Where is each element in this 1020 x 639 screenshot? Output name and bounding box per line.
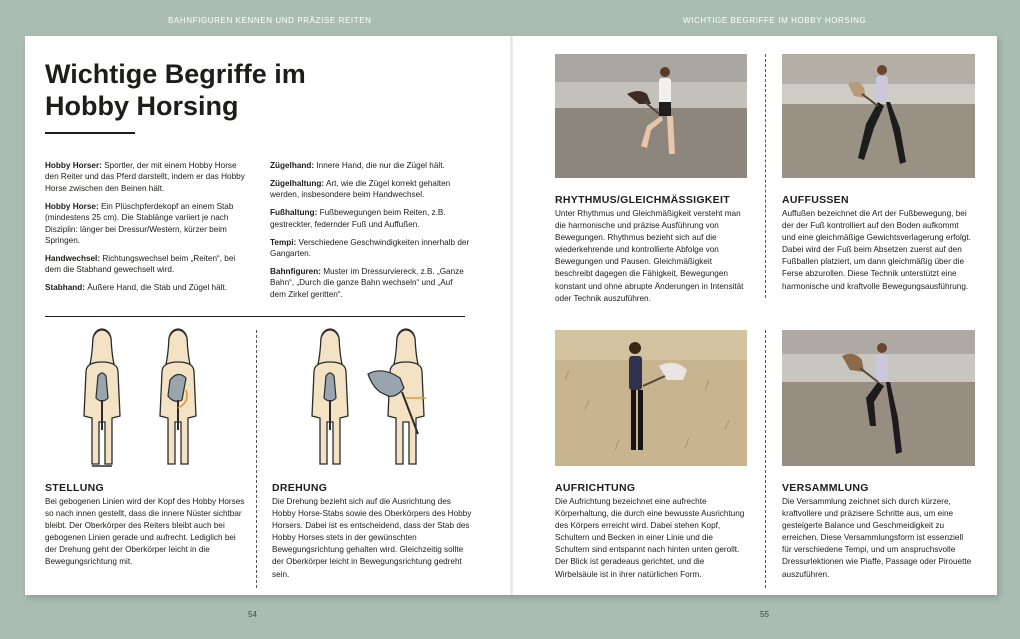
running-head-right: WICHTIGE BEGRIFFE IM HOBBY HORSING: [683, 16, 867, 25]
glossary-term: Fußhaltung:: [270, 208, 318, 218]
glossary-column-2: [270, 160, 470, 307]
glossary-entry: [270, 207, 470, 230]
title-line-1: Wichtige Begriffe im: [45, 59, 306, 89]
glossary-definition: Muster im Dressurviereck, z.B. „Ganze Bahn“, „Durch die ganze Bahn wechseln“ und „Auf dem Zirkel geritten“.: [270, 266, 464, 299]
aufrichtung-body: Die Aufrichtung bezeichnet eine aufrechte Körperhaltung, die durch eine bewusste Ausrichtung des Körpers erreicht wird. Dabei stehen Kopf, Schultern und Becken in einer Linie und die Schultern sind entspannt nach hinten unten gerollt. Der Blick ist geradeaus gerichtet, und die Wirbelsäule ist in ihrer natürlichen Form.: [555, 497, 745, 579]
glossary-column-1: [45, 160, 245, 300]
glossary-term: Zügelhand:: [270, 161, 315, 170]
auffussen-body: Auffußen bezeichnet die Art der Fußbewegung, bei der der Fuß kontrolliert auf den Boden aufkommt und eine gleichmäßige Gewichtsverlagerung erfolgt. Dabei wird der Fuß beim Absetzen zuerst auf den Fußballen platziert, um dann gleichmäßig über die Ferse abzurollen. Diese Technik unterstützt eine harmonische und kraftvolle Bewegungsausführung.: [782, 209, 971, 291]
dashed-divider: [765, 54, 766, 298]
versammlung-title: VERSAMMLUNG: [782, 482, 869, 494]
glossary-definition: Art, wie die Zügel korrekt gehalten werden, insbesondere beim Handwechsel.: [270, 178, 451, 200]
glossary-definition: Innere Hand, die nur die Zügel hält.: [314, 161, 445, 170]
dashed-divider: [256, 330, 257, 588]
drehung-illustration: [306, 326, 434, 472]
rhythmus-body: Unter Rhythmus und Gleichmäßigkeit versteht man die harmonische und präzise Ausführung von Bewegungen. Rhythmus bezieht sich auf die wiederkehrende und kontrollierte Abfolge von Bewegungen und Pausen. Gleichmäßigkeit beschreibt dagegen die Fähigkeit, Bewegungen konstant und ohne abrupte Änderungen in Intensität oder Technik auszuführen.: [555, 209, 744, 303]
rhythmus-photo: [555, 54, 747, 178]
running-head-left: BAHNFIGUREN KENNEN UND PRÄZISE REITEN: [168, 16, 372, 25]
drehung-body: Die Drehung bezieht sich auf die Ausrichtung des Hobby Horse-Stabs sowie des Oberkörpers des Hobby Horsers. Dabei ist es entscheidend, dass der Stab des Hobby Horses stets in der gewünschten Bewegungsrichtung gehalten wird. Gleichzeitig sollte der Oberkörper leicht in Bewegungsrichtung gedreht sein.: [272, 497, 472, 579]
page-number-right: 55: [760, 610, 769, 619]
versammlung-body: Die Versammlung zeichnet sich durch kürzere, kraftvollere und präzisere Schritte aus, um eine gesteigerte Balance und Geschmeidigkeit zu erreichen. Diese Versammlungsform ist essenziell für verschiedene Tempi, und um anspruchsvolle Dressurlektionen wie Piaffe, Passage oder Pirouette auszuführen.: [782, 497, 972, 579]
glossary-entry: [270, 237, 470, 260]
glossary-term: Stabhand:: [45, 283, 86, 293]
glossary-entry: [270, 266, 470, 300]
glossary-definition: Fußbewegungen beim Reiten, z.B. gestreckter, federnder Fuß und Auffußen.: [270, 208, 446, 229]
glossary-entry: [45, 253, 245, 276]
glossary-term: Bahnfiguren:: [270, 266, 321, 276]
section-divider: [45, 316, 465, 317]
title-rule: [45, 132, 135, 134]
book-gutter: [510, 36, 513, 595]
glossary-term: Tempi:: [270, 237, 297, 247]
glossary-term: Hobby Horser:: [45, 161, 102, 170]
glossary-definition: Äußere Hand, die Stab und Zügel hält.: [85, 283, 228, 293]
drehung-title: DREHUNG: [272, 482, 328, 494]
glossary-definition: Richtungswechsel beim „Reiten“, bei dem die Stabhand gewechselt wird.: [45, 253, 236, 275]
rhythmus-title: RHYTHMUS/GLEICHMÄSSIGKEIT: [555, 194, 730, 206]
glossary-term: Hobby Horse:: [45, 201, 99, 211]
aufrichtung-title: AUFRICHTUNG: [555, 482, 636, 494]
stellung-illustration: [78, 326, 206, 472]
glossary-entry: [45, 201, 245, 247]
stellung-title: STELLUNG: [45, 482, 104, 494]
glossary-definition: Ein Plüschpferdekopf an einem Stab (mindestens 25 cm). Die Stablänge variiert je nach Disziplin: länger bei Dressur/Western, kürzer beim Springen.: [45, 201, 234, 245]
glossary-term: Handwechsel:: [45, 253, 101, 263]
dashed-divider: [765, 330, 766, 588]
aufrichtung-photo: [555, 330, 747, 466]
glossary-entry: [270, 178, 470, 201]
glossary-entry: [45, 282, 245, 293]
glossary-definition: Verschiedene Geschwindigkeiten innerhalb der Gangarten.: [270, 237, 470, 258]
glossary-entry: [45, 160, 245, 194]
versammlung-photo: [782, 330, 975, 466]
glossary-term: Zügelhaltung:: [270, 178, 325, 188]
auffussen-photo: [782, 54, 975, 178]
glossary-entry: [270, 160, 470, 171]
stellung-body: Bei gebogenen Linien wird der Kopf des Hobby Horses so nach innen gestellt, dass die innere Nüster sichtbar bleibt. Der Oberkörper des Reiters bleibt auch bei gebogenen Linien gerade und aufrecht. Lediglich bei der Drehung geht der Oberkörper leicht in die Bewegungsrichtung mit.: [45, 497, 245, 567]
page-number-left: 54: [248, 610, 257, 619]
auffussen-title: AUFFUSSEN: [782, 194, 849, 206]
page-title: [45, 58, 365, 122]
glossary-definition: Sportler, der mit einem Hobby Horse den Reiter und das Pferd darstellt, indem er das Hobby Horse zwischen den Beinen hält.: [45, 161, 245, 193]
title-line-2: Hobby Horsing: [45, 91, 239, 121]
